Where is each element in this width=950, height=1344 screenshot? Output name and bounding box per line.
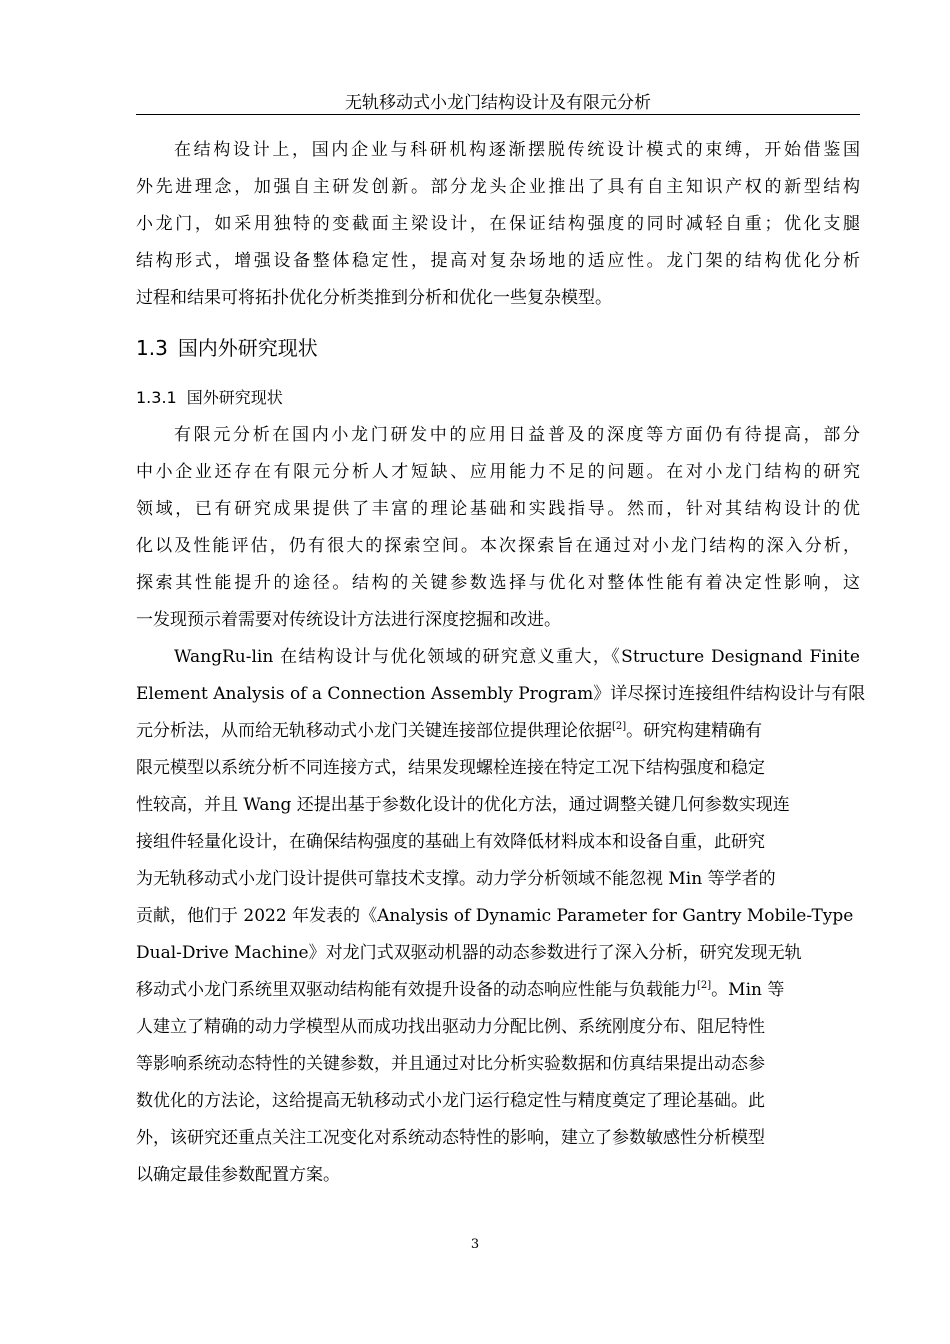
paragraph-line: 领域，已有研究成果提供了丰富的理论基础和实践指导。然而，针对其结构设计的优 [136,499,860,519]
paragraph-line: 探索其性能提升的途径。结构的关键参数选择与优化对整体性能有着决定性影响，这 [136,573,860,593]
text-run: 移动式小龙门系统里双驱动结构能有效提升设备的动态响应性能与负载能力 [136,980,697,1000]
paragraph-line: 限元模型以系统分析不同连接方式，结果发现螺栓连接在特定工况下结构强度和稳定 [136,758,765,778]
section-title: 国内外研究现状 [177,336,318,360]
paragraph-line [136,978,784,1002]
paragraph-line: 结构形式，增强设备整体稳定性，提高对复杂场地的适应性。龙门架的结构优化分析 [136,251,860,271]
text-run: 。研究构建精确有 [626,721,763,741]
running-header: 无轨移动式小龙门结构设计及有限元分析 [136,92,860,115]
text-run: 元分析法，从而给无轨移动式小龙门关键连接部位提供理论依据 [136,721,612,741]
paragraph-line: 为无轨移动式小龙门设计提供可靠技术支撑。动力学分析领域不能忽视 Min 等学者的 [136,869,776,889]
paragraph-line: 外先进理念，加强自主研发创新。部分龙头企业推出了具有自主知识产权的新型结构 [136,177,860,197]
paragraph-line: 等影响系统动态特性的关键参数，并且通过对比分析实验数据和仿真结果提出动态参 [136,1054,765,1074]
paragraph-line: 有限元分析在国内小龙门研发中的应用日益普及的深度等方面仍有待提高，部分 [174,425,860,445]
paragraph-line: 性较高，并且 Wang 还提出基于参数化设计的优化方法，通过调整关键几何参数实现连 [136,795,790,815]
paragraph-line [136,719,762,743]
paragraph-line: 小龙门，如采用独特的变截面主梁设计，在保证结构强度的同时减轻自重；优化支腿 [136,214,860,234]
section-number: 1.3 [136,336,168,360]
paragraph-line: WangRu-lin 在结构设计与优化领域的研究意义重大，《Structure Designand Finite [174,647,860,667]
subsection-title: 国外研究现状 [186,388,283,407]
text-run: 。Min 等 [711,980,785,1000]
paragraph-line: 一发现预示着需要对传统设计方法进行深度挖掘和改进。 [136,610,561,630]
section-heading [136,334,318,362]
paragraph-line: 数优化的方法论，这给提高无轨移动式小龙门运行稳定性与精度奠定了理论基础。此 [136,1091,765,1111]
paragraph-line: 外，该研究还重点关注工况变化对系统动态特性的影响，建立了参数敏感性分析模型 [136,1128,765,1148]
paragraph-line: 在结构设计上，国内企业与科研机构逐渐摆脱传统设计模式的束缚，开始借鉴国 [174,140,860,160]
paragraph-line: Element Analysis of a Connection Assembly Program》详尽探讨连接组件结构设计与有限 [136,684,866,704]
subsection-number: 1.3.1 [136,388,177,407]
paragraph-line: Dual-Drive Machine》对龙门式双驱动机器的动态参数进行了深入分析，研究发现无轨 [136,943,802,963]
paragraph-line: 化以及性能评估，仍有很大的探索空间。本次探索旨在通过对小龙门结构的深入分析， [136,536,860,556]
paragraph-line: 以确定最佳参数配置方案。 [136,1165,340,1185]
paragraph-line: 接组件轻量化设计，在确保结构强度的基础上有效降低材料成本和设备自重，此研究 [136,832,765,852]
paragraph-line: 中小企业还存在有限元分析人才短缺、应用能力不足的问题。在对小龙门结构的研究 [136,462,860,482]
citation-ref: [2] [697,980,712,991]
paragraph-line: 人建立了精确的动力学模型从而成功找出驱动力分配比例、系统刚度分布、阻尼特性 [136,1017,765,1037]
paragraph-line: 贡献，他们于 2022 年发表的《Analysis of Dynamic Parameter for Gantry Mobile-Type [136,906,854,926]
paragraph-line: 过程和结果可将拓扑优化分析类推到分析和优化一些复杂模型。 [136,288,612,308]
page-number: 3 [470,1237,480,1252]
subsection-heading [136,386,283,410]
citation-ref: [2] [612,721,627,732]
